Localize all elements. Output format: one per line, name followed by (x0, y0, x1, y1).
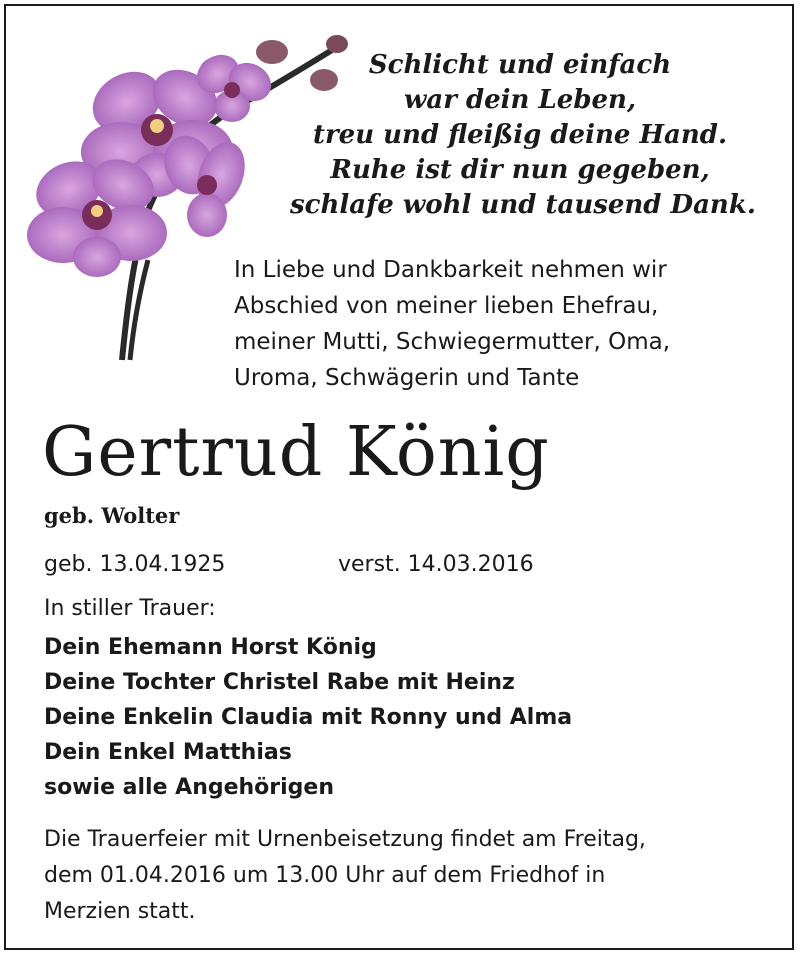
mourner-item: sowie alle Angehörigen (44, 775, 335, 800)
ceremony-line: dem 01.04.2016 um 13.00 Uhr auf dem Friedhof in (44, 863, 606, 888)
intro-line: In Liebe und Dankbarkeit nehmen wir (234, 257, 667, 283)
intro-text (234, 252, 774, 396)
intro-line: Uroma, Schwägerin und Tante (234, 365, 580, 391)
poem-line: schlafe wohl und tausend Dank. (290, 190, 756, 220)
mourner-item: Dein Enkel Matthias (44, 740, 292, 765)
mourners-list (44, 630, 572, 805)
ceremony-line: Merzien statt. (44, 899, 196, 924)
poem-line: Schlicht und einfach (368, 50, 672, 80)
mourners-label: In stiller Trauer: (44, 596, 216, 621)
maiden-name: geb. Wolter (44, 503, 180, 528)
death-date: verst. 14.03.2016 (338, 552, 534, 577)
deceased-name: Gertrud König (42, 413, 550, 492)
life-dates (44, 552, 534, 577)
ceremony-info (44, 822, 774, 930)
poem-line: Ruhe ist dir nun gegeben, (330, 155, 710, 185)
intro-line: meiner Mutti, Schwiegermutter, Oma, (234, 329, 671, 355)
ceremony-line: Die Trauerfeier mit Urnenbeisetzung findet am Freitag, (44, 827, 646, 852)
mourner-item: Dein Ehemann Horst König (44, 635, 377, 660)
poem (290, 48, 756, 223)
poem-line: war dein Leben, (403, 85, 637, 115)
mourner-item: Deine Tochter Christel Rabe mit Heinz (44, 670, 515, 695)
intro-line: Abschied von meiner lieben Ehefrau, (234, 293, 659, 319)
birth-date: geb. 13.04.1925 (44, 552, 226, 577)
mourner-item: Deine Enkelin Claudia mit Ronny und Alma (44, 705, 573, 730)
poem-line: treu und fleißig deine Hand. (312, 120, 728, 150)
